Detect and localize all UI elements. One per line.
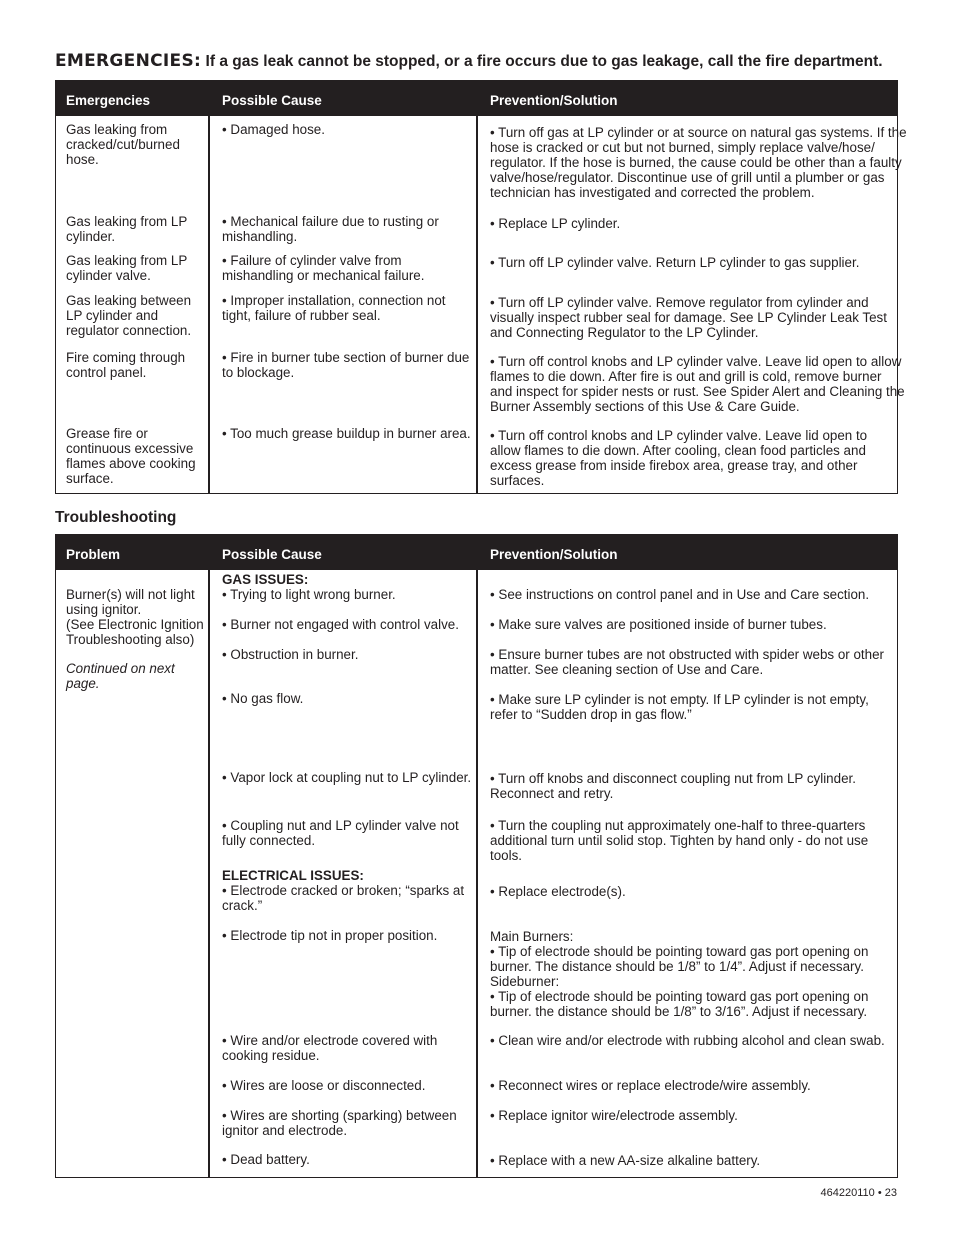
emergency-cell-line: Gas leaking from LP	[66, 253, 188, 268]
emergency-cell-line: cylinder.	[66, 229, 116, 244]
sideburner-label: Sideburner:	[490, 974, 560, 989]
cause-cell-line: • Improper installation, connection not	[222, 293, 446, 308]
cause-cell	[222, 617, 459, 632]
cause-cell-line: • Wire and/or electrode covered with	[222, 1033, 438, 1048]
cause-cell-line: fully connected.	[222, 833, 316, 848]
solution-cell	[490, 125, 907, 200]
emergency-cell	[66, 426, 196, 486]
header-emergencies: Emergencies	[66, 93, 151, 108]
cause-cell	[222, 253, 424, 283]
emergency-cell-line: Gas leaking between	[66, 293, 192, 308]
solution-cell-line: allow flames to die down. After cooling, clean food particles and	[490, 443, 866, 458]
solution-cell-line: • Reconnect wires or replace electrode/wire assembly.	[490, 1078, 811, 1093]
solution-cell	[490, 587, 869, 602]
cause-cell	[222, 1152, 310, 1167]
cause-cell-line: mishandling or mechanical failure.	[222, 268, 425, 283]
cause-cell-line: cooking residue.	[222, 1048, 320, 1063]
solution-cell	[490, 989, 868, 1019]
solution-cell-line: • Make sure valves are positioned inside of burner tubes.	[490, 617, 827, 632]
page-footer: 464220110 • 23	[820, 1187, 897, 1199]
cause-cell-line: • Obstruction in burner.	[222, 647, 359, 662]
problem-cell-line: (See Electronic Ignition	[66, 617, 204, 632]
solution-cell-line: • Clean wire and/or electrode with rubbing alcohol and clean swab.	[490, 1033, 885, 1048]
solution-cell-line: • Replace with a new AA-size alkaline battery.	[490, 1153, 761, 1168]
solution-cell-line: tools.	[490, 848, 523, 863]
solution-cell	[490, 295, 887, 340]
solution-cell-line: • Ensure burner tubes are not obstructed with spider webs or other	[490, 647, 884, 662]
emergency-cell-line: cracked/cut/burned	[66, 137, 180, 152]
solution-cell-line: • Replace electrode(s).	[490, 884, 626, 899]
solution-cell-line: refer to “Sudden drop in gas flow.”	[490, 707, 692, 722]
cause-cell	[222, 770, 471, 785]
solution-cell	[490, 1153, 760, 1168]
solution-cell-line: regulator. If the hose is burned, the cause could be other than a faulty	[490, 155, 902, 170]
emergency-cell-line: Fire coming through	[66, 350, 186, 365]
solution-cell-line: hose is cracked or cut but not burned, simply replace valve/hose/	[490, 140, 875, 155]
problem-cell	[66, 587, 204, 647]
cause-cell	[222, 818, 459, 848]
emergency-cell-line: surface.	[66, 471, 114, 486]
emergencies-table	[55, 80, 907, 494]
header-possible-cause: Possible Cause	[222, 93, 322, 108]
cause-cell-line: • No gas flow.	[222, 691, 304, 706]
solution-cell-line: excess grease from inside firebox area, grease tray, and other	[490, 458, 858, 473]
cause-cell-line: • Too much grease buildup in burner area.	[222, 426, 471, 441]
solution-cell-line: • Turn off LP cylinder valve. Remove regulator from cylinder and	[490, 295, 869, 310]
solution-cell-line: visually inspect rubber seal for damage. See LP Cylinder Leak Test	[490, 310, 887, 325]
header-prevention-solution: Prevention/Solution	[490, 547, 618, 562]
solution-cell-line: burner. the distance should be 1/8” to 3/16”. Adjust if necessary.	[490, 1004, 868, 1019]
cause-cell	[222, 928, 437, 943]
solution-cell	[490, 1078, 811, 1093]
solution-cell-line: • Turn off control knobs and LP cylinder valve. Leave lid open to allow	[490, 354, 902, 369]
problem-cell-line: Troubleshooting also)	[66, 632, 195, 647]
solution-cell	[490, 1033, 885, 1048]
cause-cell	[222, 691, 303, 706]
solution-cell	[490, 354, 905, 414]
continued-note	[66, 661, 175, 691]
cause-cell	[222, 350, 469, 380]
solution-cell-line: flames to die down. After fire is out and grill is cold, remove burner	[490, 369, 882, 384]
solution-cell-line: • Replace ignitor wire/electrode assembly.	[490, 1108, 738, 1123]
cause-cell	[222, 293, 446, 323]
solution-cell-line: • Turn off control knobs and LP cylinder valve. Leave lid open to	[490, 428, 868, 443]
solution-cell-line: surfaces.	[490, 473, 545, 488]
cause-cell-line: • Electrode cracked or broken; “sparks at	[222, 883, 465, 898]
electrical-issues-title: ELECTRICAL ISSUES:	[222, 868, 364, 883]
cause-cell-line: • Damaged hose.	[222, 122, 325, 137]
solution-cell-line: and inspect for spider nests or rust. See Spider Alert and Cleaning the	[490, 384, 905, 399]
troubleshooting-title: Troubleshooting	[55, 509, 177, 526]
cause-cell-line: ignitor and electrode.	[222, 1123, 348, 1138]
cause-cell	[222, 426, 471, 441]
emergency-cell-line: cylinder valve.	[66, 268, 151, 283]
emergency-cell	[66, 350, 185, 380]
cause-cell-line: • Coupling nut and LP cylinder valve not	[222, 818, 459, 833]
main-burners-label: Main Burners:	[490, 929, 574, 944]
gas-issues-title: GAS ISSUES:	[222, 572, 309, 587]
solution-cell-line: • Make sure LP cylinder is not empty. If LP cylinder is not empty,	[490, 692, 869, 707]
problem-cell-line: Burner(s) will not light	[66, 587, 195, 602]
solution-cell	[490, 216, 620, 231]
cause-cell-line: mishandling.	[222, 229, 298, 244]
cause-cell-line: • Mechanical failure due to rusting or	[222, 214, 439, 229]
solution-cell	[490, 692, 869, 722]
solution-cell	[490, 428, 867, 488]
solution-cell-line: • Replace LP cylinder.	[490, 216, 621, 231]
emergency-cell-line: flames above cooking	[66, 456, 196, 471]
solution-cell	[490, 944, 868, 974]
cause-cell-line: • Wires are shorting (sparking) between	[222, 1108, 457, 1123]
column-divider	[476, 81, 478, 493]
solution-cell-line: burner. The distance should be 1/8” to 1/4”. Adjust if necessary.	[490, 959, 864, 974]
solution-cell	[490, 771, 856, 801]
emergency-cell	[66, 253, 187, 283]
cause-cell-line: • Dead battery.	[222, 1152, 310, 1167]
emergency-cell-line: Gas leaking from	[66, 122, 168, 137]
cause-cell	[222, 122, 325, 137]
cause-cell-line: tight, failure of rubber seal.	[222, 308, 381, 323]
header-possible-cause: Possible Cause	[222, 547, 322, 562]
cause-cell	[222, 1108, 457, 1138]
column-divider	[208, 81, 210, 493]
solution-cell-line: additional turn until solid stop. Tighten by hand only - do not use	[490, 833, 869, 848]
cause-cell-line: • Trying to light wrong burner.	[222, 587, 396, 602]
solution-cell-line: matter. See cleaning section of Use and Care.	[490, 662, 764, 677]
emergencies-heading	[55, 51, 915, 71]
solution-cell-line: valve/hose/regulator. Discontinue use of grill until a plumber or gas	[490, 170, 885, 185]
cause-cell	[222, 214, 439, 244]
emergency-cell	[66, 293, 191, 338]
cause-cell-line: • Vapor lock at coupling nut to LP cylinder.	[222, 770, 472, 785]
solution-cell	[490, 1108, 738, 1123]
solution-cell-line: • Turn off gas at LP cylinder or at source on natural gas systems. If the	[490, 125, 907, 140]
column-divider	[208, 535, 210, 1177]
troubleshooting-table	[55, 534, 898, 1178]
emergency-cell	[66, 122, 180, 167]
solution-cell	[490, 617, 827, 632]
emergency-cell-line: control panel.	[66, 365, 147, 380]
solution-cell-line: • See instructions on control panel and in Use and Care section.	[490, 587, 870, 602]
emergency-cell-line: continuous excessive	[66, 441, 194, 456]
solution-cell	[490, 884, 626, 899]
cause-cell	[222, 1033, 437, 1063]
cause-cell	[222, 647, 358, 662]
cause-cell	[222, 587, 396, 602]
solution-cell	[490, 818, 868, 863]
continued-note-line: page.	[66, 676, 100, 691]
cause-cell-line: • Failure of cylinder valve from	[222, 253, 402, 268]
cause-cell-line: • Electrode tip not in proper position.	[222, 928, 438, 943]
solution-cell-line: and Connecting Regulator to the LP Cylinder.	[490, 325, 759, 340]
solution-cell-line: • Tip of electrode should be pointing toward gas port opening on	[490, 989, 869, 1004]
solution-cell-line: • Tip of electrode should be pointing toward gas port opening on	[490, 944, 869, 959]
continued-note-line: Continued on next	[66, 661, 175, 676]
solution-cell-line: • Turn off LP cylinder valve. Return LP cylinder to gas supplier.	[490, 255, 860, 270]
solution-cell-line: • Turn the coupling nut approximately one-half to three-quarters	[490, 818, 866, 833]
header-prevention-solution: Prevention/Solution	[490, 93, 618, 108]
solution-cell-line: technician has investigated and corrected the problem.	[490, 185, 815, 200]
solution-cell	[490, 647, 884, 677]
solution-cell-line: Reconnect and retry.	[490, 786, 614, 801]
emergency-cell-line: Gas leaking from LP	[66, 214, 188, 229]
cause-cell-line: • Burner not engaged with control valve.	[222, 617, 459, 632]
emergencies-keyword: EMERGENCIES:	[55, 51, 202, 71]
header-problem: Problem	[66, 547, 121, 562]
cause-cell	[222, 1078, 425, 1093]
solution-cell	[490, 255, 859, 270]
cause-cell-line: crack.”	[222, 898, 263, 913]
emergency-cell-line: Grease fire or	[66, 426, 148, 441]
cause-cell-line: • Fire in burner tube section of burner due	[222, 350, 470, 365]
problem-cell-line: using ignitor.	[66, 602, 142, 617]
emergency-cell-line: LP cylinder and	[66, 308, 159, 323]
emergencies-message: If a gas leak cannot be stopped, or a fire occurs due to gas leakage, call the fire department.	[205, 53, 883, 70]
emergency-cell-line: regulator connection.	[66, 323, 192, 338]
solution-cell-line: Burner Assembly sections of this Use & Care Guide.	[490, 399, 800, 414]
solution-cell-line: • Turn off knobs and disconnect coupling nut from LP cylinder.	[490, 771, 856, 786]
emergency-cell-line: hose.	[66, 152, 99, 167]
cause-cell	[222, 883, 464, 913]
emergency-cell	[66, 214, 187, 244]
cause-cell-line: to blockage.	[222, 365, 295, 380]
column-divider	[476, 535, 478, 1177]
cause-cell-line: • Wires are loose or disconnected.	[222, 1078, 426, 1093]
